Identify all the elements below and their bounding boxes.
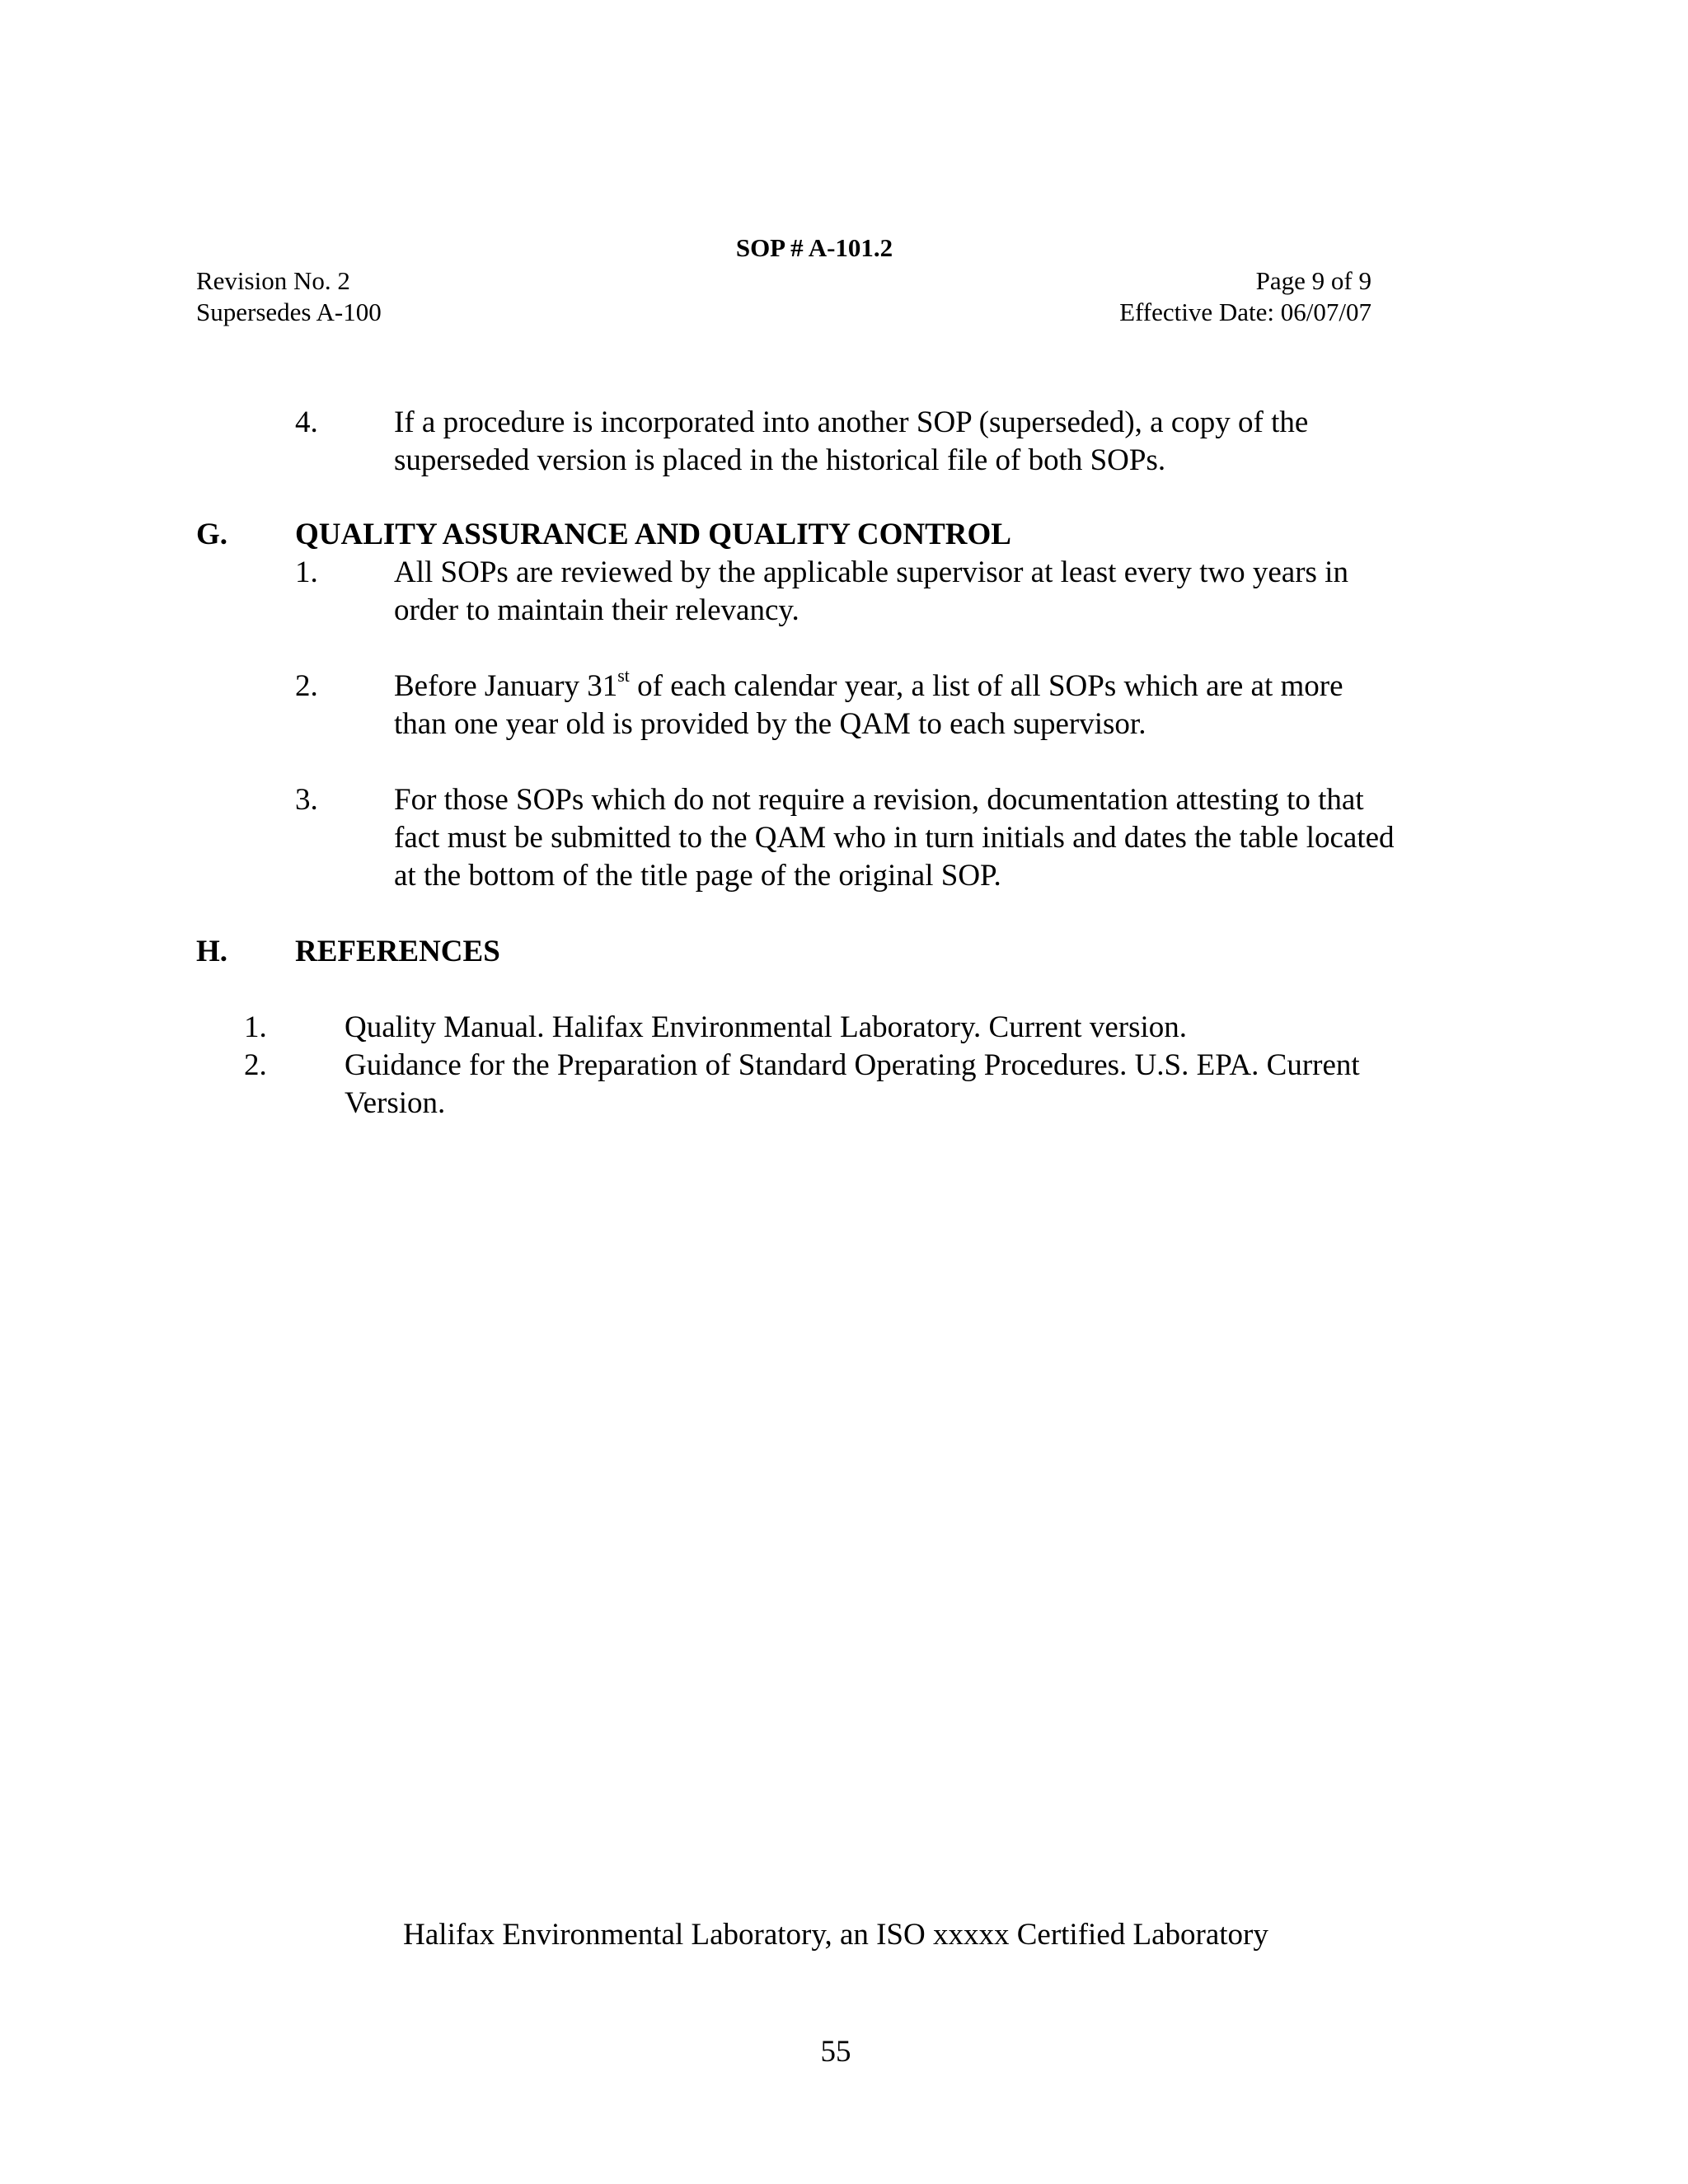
text-line: If a procedure is incorporated into another SOP (superseded), a copy of the [394,405,1309,439]
text-line: superseded version is placed in the historical file of both SOPs. [394,443,1166,477]
text-line: For those SOPs which do not require a revision, documentation attesting to that [394,783,1364,817]
page-info: Page 9 of 9 [1255,266,1372,295]
revision-number: Revision No. 2 [196,266,350,295]
section-h-title: REFERENCES [295,935,500,968]
list-item-text [394,781,1490,895]
list-item-text [345,1047,1474,1122]
text-line: Quality Manual. Halifax Environmental Laboratory. Current version. [345,1010,1187,1044]
text-line: fact must be submitted to the QAM who in turn initials and dates the table located [394,821,1395,855]
text-line [394,664,1490,705]
list-item-number: 1. [295,555,318,589]
list-item-number: 3. [295,783,318,817]
text-fragment: Before January 31 [394,669,618,703]
effective-date: Effective Date: 06/07/07 [1119,298,1372,326]
text-line: Version. [345,1086,446,1120]
page-number: 55 [820,2035,851,2069]
list-item-number: 2. [295,669,318,703]
sop-number: SOP # A-101.2 [735,233,893,262]
supersedes: Supersedes A-100 [196,298,382,326]
list-item-text [394,404,1490,480]
list-item-text [345,1009,1474,1047]
footer-lab-statement: Halifax Environmental Laboratory, an ISO xxxxx Certified Laboratory [403,1918,1268,1952]
text-fragment: of each calendar year, a list of all SOPs which are at more [629,669,1343,703]
list-item-number: 4. [295,405,318,439]
text-line: order to maintain their relevancy. [394,593,799,627]
list-item-text [394,554,1490,630]
text-line: at the bottom of the title page of the original SOP. [394,859,1001,893]
section-g-title: QUALITY ASSURANCE AND QUALITY CONTROL [295,518,1011,551]
text-line: Guidance for the Preparation of Standard Operating Procedures. U.S. EPA. Current [345,1048,1360,1082]
text-line: All SOPs are reviewed by the applicable supervisor at least every two years in [394,555,1348,589]
list-item-number: 2. [244,1048,267,1082]
section-g-letter: G. [196,518,228,551]
list-item-text [394,664,1490,743]
ordinal-superscript: st [617,664,630,686]
section-h-letter: H. [196,935,228,968]
text-line: than one year old is provided by the QAM to each supervisor. [394,707,1146,741]
list-item-number: 1. [244,1010,267,1044]
